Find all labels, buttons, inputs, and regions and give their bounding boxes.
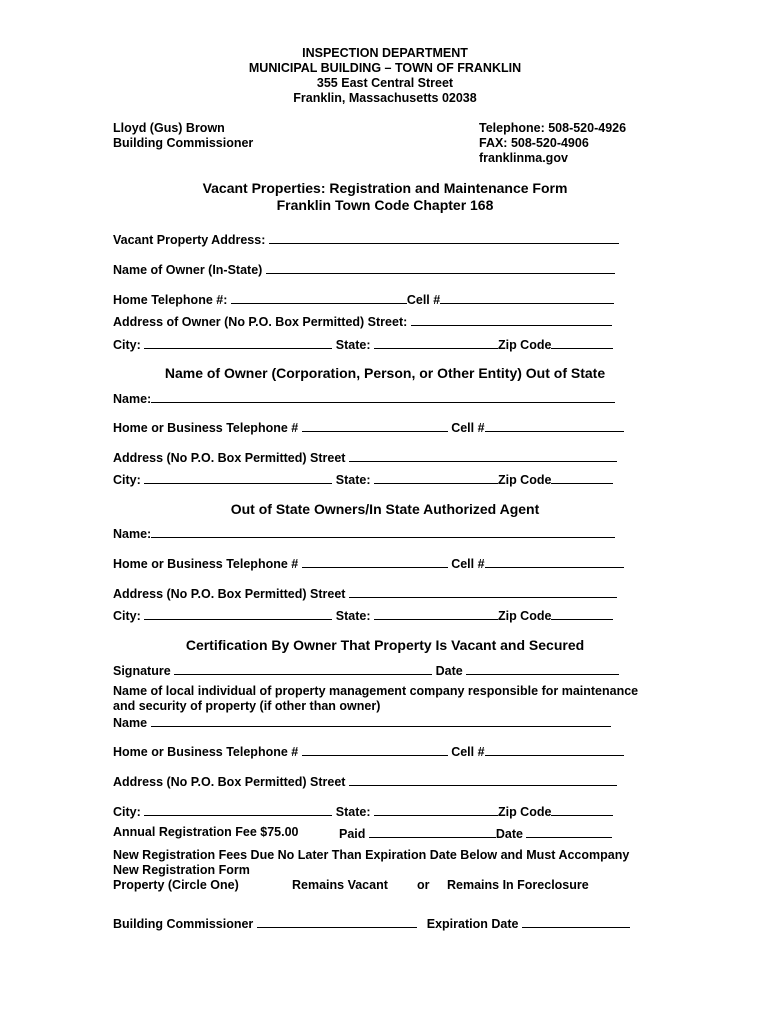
city-field[interactable] xyxy=(144,803,332,816)
zip-label: Zip Code xyxy=(497,805,552,819)
agent-city-row xyxy=(113,607,613,624)
owner-address-row xyxy=(113,313,612,330)
signature-row xyxy=(113,662,619,679)
paid-field[interactable] xyxy=(369,825,496,838)
city-field[interactable] xyxy=(144,471,332,484)
annual-fee-row xyxy=(113,825,298,840)
property-status-label: Property (Circle One) xyxy=(113,878,239,892)
outstate-tel-field[interactable] xyxy=(302,419,448,432)
home-telephone-field[interactable] xyxy=(231,291,407,304)
commissioner-row xyxy=(113,915,630,932)
paid-date-label: Date xyxy=(495,827,523,841)
owner-instate-row xyxy=(113,261,615,278)
local-name-field[interactable] xyxy=(151,714,611,727)
cell-label: Cell # xyxy=(406,293,441,307)
owner-instate-field[interactable] xyxy=(266,261,615,274)
owner-instate-label: Name of Owner (In-State) xyxy=(113,263,263,277)
outstate-address-label: Address (No P.O. Box Permitted) Street xyxy=(113,451,346,465)
property-address-field[interactable] xyxy=(269,231,619,244)
local-tel-label: Home or Business Telephone # xyxy=(113,745,299,759)
commissioner-field[interactable] xyxy=(257,915,417,928)
certification-heading: Certification By Owner That Property Is Vacant and Secured xyxy=(185,637,585,653)
city-label: City: xyxy=(113,609,141,623)
zip-label: Zip Code xyxy=(497,473,552,487)
option-remains-vacant[interactable]: Remains Vacant xyxy=(292,878,388,892)
header-building: MUNICIPAL BUILDING – TOWN OF FRANKLIN xyxy=(248,61,522,75)
agent-tel-field[interactable] xyxy=(302,555,448,568)
signature-field[interactable] xyxy=(174,662,432,675)
local-address-row xyxy=(113,773,617,790)
local-tel-row xyxy=(113,743,624,760)
zip-field[interactable] xyxy=(551,471,613,484)
fees-due-line1: New Registration Fees Due No Later Than Expiration Date Below and Must Accompany xyxy=(113,848,630,862)
agent-name-row xyxy=(113,525,615,542)
agent-name-field[interactable] xyxy=(151,525,615,538)
header-department: INSPECTION DEPARTMENT xyxy=(302,46,468,60)
city-label: City: xyxy=(113,805,141,819)
state-field[interactable] xyxy=(374,471,498,484)
outstate-city-row xyxy=(113,471,613,488)
agent-address-field[interactable] xyxy=(349,585,617,598)
agent-name-label: Name: xyxy=(113,527,152,541)
agent-tel-label: Home or Business Telephone # xyxy=(113,557,299,571)
local-address-label: Address (No P.O. Box Permitted) Street xyxy=(113,775,346,789)
local-individual-line2: and security of property (if other than owner) xyxy=(113,699,381,713)
agent-address-row xyxy=(113,585,617,602)
expiration-label: Expiration Date xyxy=(426,917,519,931)
zip-label: Zip Code xyxy=(497,609,552,623)
form-subtitle: Franklin Town Code Chapter 168 xyxy=(276,197,494,213)
zip-field[interactable] xyxy=(551,607,613,620)
commissioner-role: Building Commissioner xyxy=(113,136,254,150)
state-label: State: xyxy=(335,609,371,623)
header-street: 355 East Central Street xyxy=(316,76,454,90)
paid-row xyxy=(339,825,612,842)
commissioner-name: Lloyd (Gus) Brown xyxy=(113,121,225,135)
zip-field[interactable] xyxy=(551,336,613,349)
fees-due-line2: New Registration Form xyxy=(113,863,250,877)
outstate-heading: Name of Owner (Corporation, Person, or Other Entity) Out of State xyxy=(164,365,606,381)
agent-heading: Out of State Owners/In State Authorized Agent xyxy=(230,501,540,517)
signature-date-label: Date xyxy=(435,664,463,678)
paid-label: Paid xyxy=(339,827,366,841)
state-field[interactable] xyxy=(374,336,498,349)
website: franklinma.gov xyxy=(479,151,568,165)
signature-label: Signature xyxy=(113,664,171,678)
local-cell-field[interactable] xyxy=(485,743,624,756)
telephone: Telephone: 508-520-4926 xyxy=(479,121,627,135)
city-field[interactable] xyxy=(144,336,332,349)
agent-cell-label: Cell # xyxy=(451,557,485,571)
agent-address-label: Address (No P.O. Box Permitted) Street xyxy=(113,587,346,601)
local-cell-label: Cell # xyxy=(451,745,485,759)
local-individual-line1: Name of local individual of property management company responsible for maintenance xyxy=(113,684,639,698)
agent-tel-row xyxy=(113,555,624,572)
header-city: Franklin, Massachusetts 02038 xyxy=(293,91,477,105)
signature-date-field[interactable] xyxy=(466,662,619,675)
zip-label: Zip Code xyxy=(497,338,552,352)
expiration-field[interactable] xyxy=(522,915,630,928)
outstate-cell-label: Cell # xyxy=(451,421,485,435)
outstate-address-row xyxy=(113,449,617,466)
owner-address-label: Address of Owner (No P.O. Box Permitted) Street: xyxy=(113,315,408,329)
city-label: City: xyxy=(113,338,141,352)
outstate-address-field[interactable] xyxy=(349,449,617,462)
option-remains-foreclosure[interactable]: Remains In Foreclosure xyxy=(447,878,589,892)
outstate-name-field[interactable] xyxy=(151,390,615,403)
local-name-label: Name xyxy=(113,716,148,730)
state-label: State: xyxy=(335,338,371,352)
agent-cell-field[interactable] xyxy=(485,555,624,568)
local-address-field[interactable] xyxy=(349,773,617,786)
outstate-tel-label: Home or Business Telephone # xyxy=(113,421,299,435)
outstate-name-label: Name: xyxy=(113,392,152,406)
annual-fee-label: Annual Registration Fee $75.00 xyxy=(113,825,299,839)
commissioner-label: Building Commissioner xyxy=(113,917,254,931)
city-label: City: xyxy=(113,473,141,487)
outstate-tel-row xyxy=(113,419,624,436)
city-field[interactable] xyxy=(144,607,332,620)
option-or: or xyxy=(417,878,430,892)
instate-city-row xyxy=(113,336,613,353)
local-name-row xyxy=(113,714,611,731)
form-title: Vacant Properties: Registration and Maintenance Form xyxy=(202,180,568,196)
state-field[interactable] xyxy=(374,803,498,816)
state-label: State: xyxy=(335,473,371,487)
paid-date-field[interactable] xyxy=(526,825,612,838)
home-telephone-label: Home Telephone #: xyxy=(113,293,228,307)
state-label: State: xyxy=(335,805,371,819)
local-tel-field[interactable] xyxy=(302,743,448,756)
home-telephone-row xyxy=(113,291,614,308)
outstate-name-row xyxy=(113,390,615,407)
outstate-cell-field[interactable] xyxy=(485,419,624,432)
fax: FAX: 508-520-4906 xyxy=(479,136,589,150)
property-address-row xyxy=(113,231,619,248)
owner-address-field[interactable] xyxy=(411,313,612,326)
local-city-row xyxy=(113,803,613,820)
state-field[interactable] xyxy=(374,607,498,620)
cell-field[interactable] xyxy=(440,291,614,304)
zip-field[interactable] xyxy=(551,803,613,816)
property-address-label: Vacant Property Address: xyxy=(113,233,266,247)
